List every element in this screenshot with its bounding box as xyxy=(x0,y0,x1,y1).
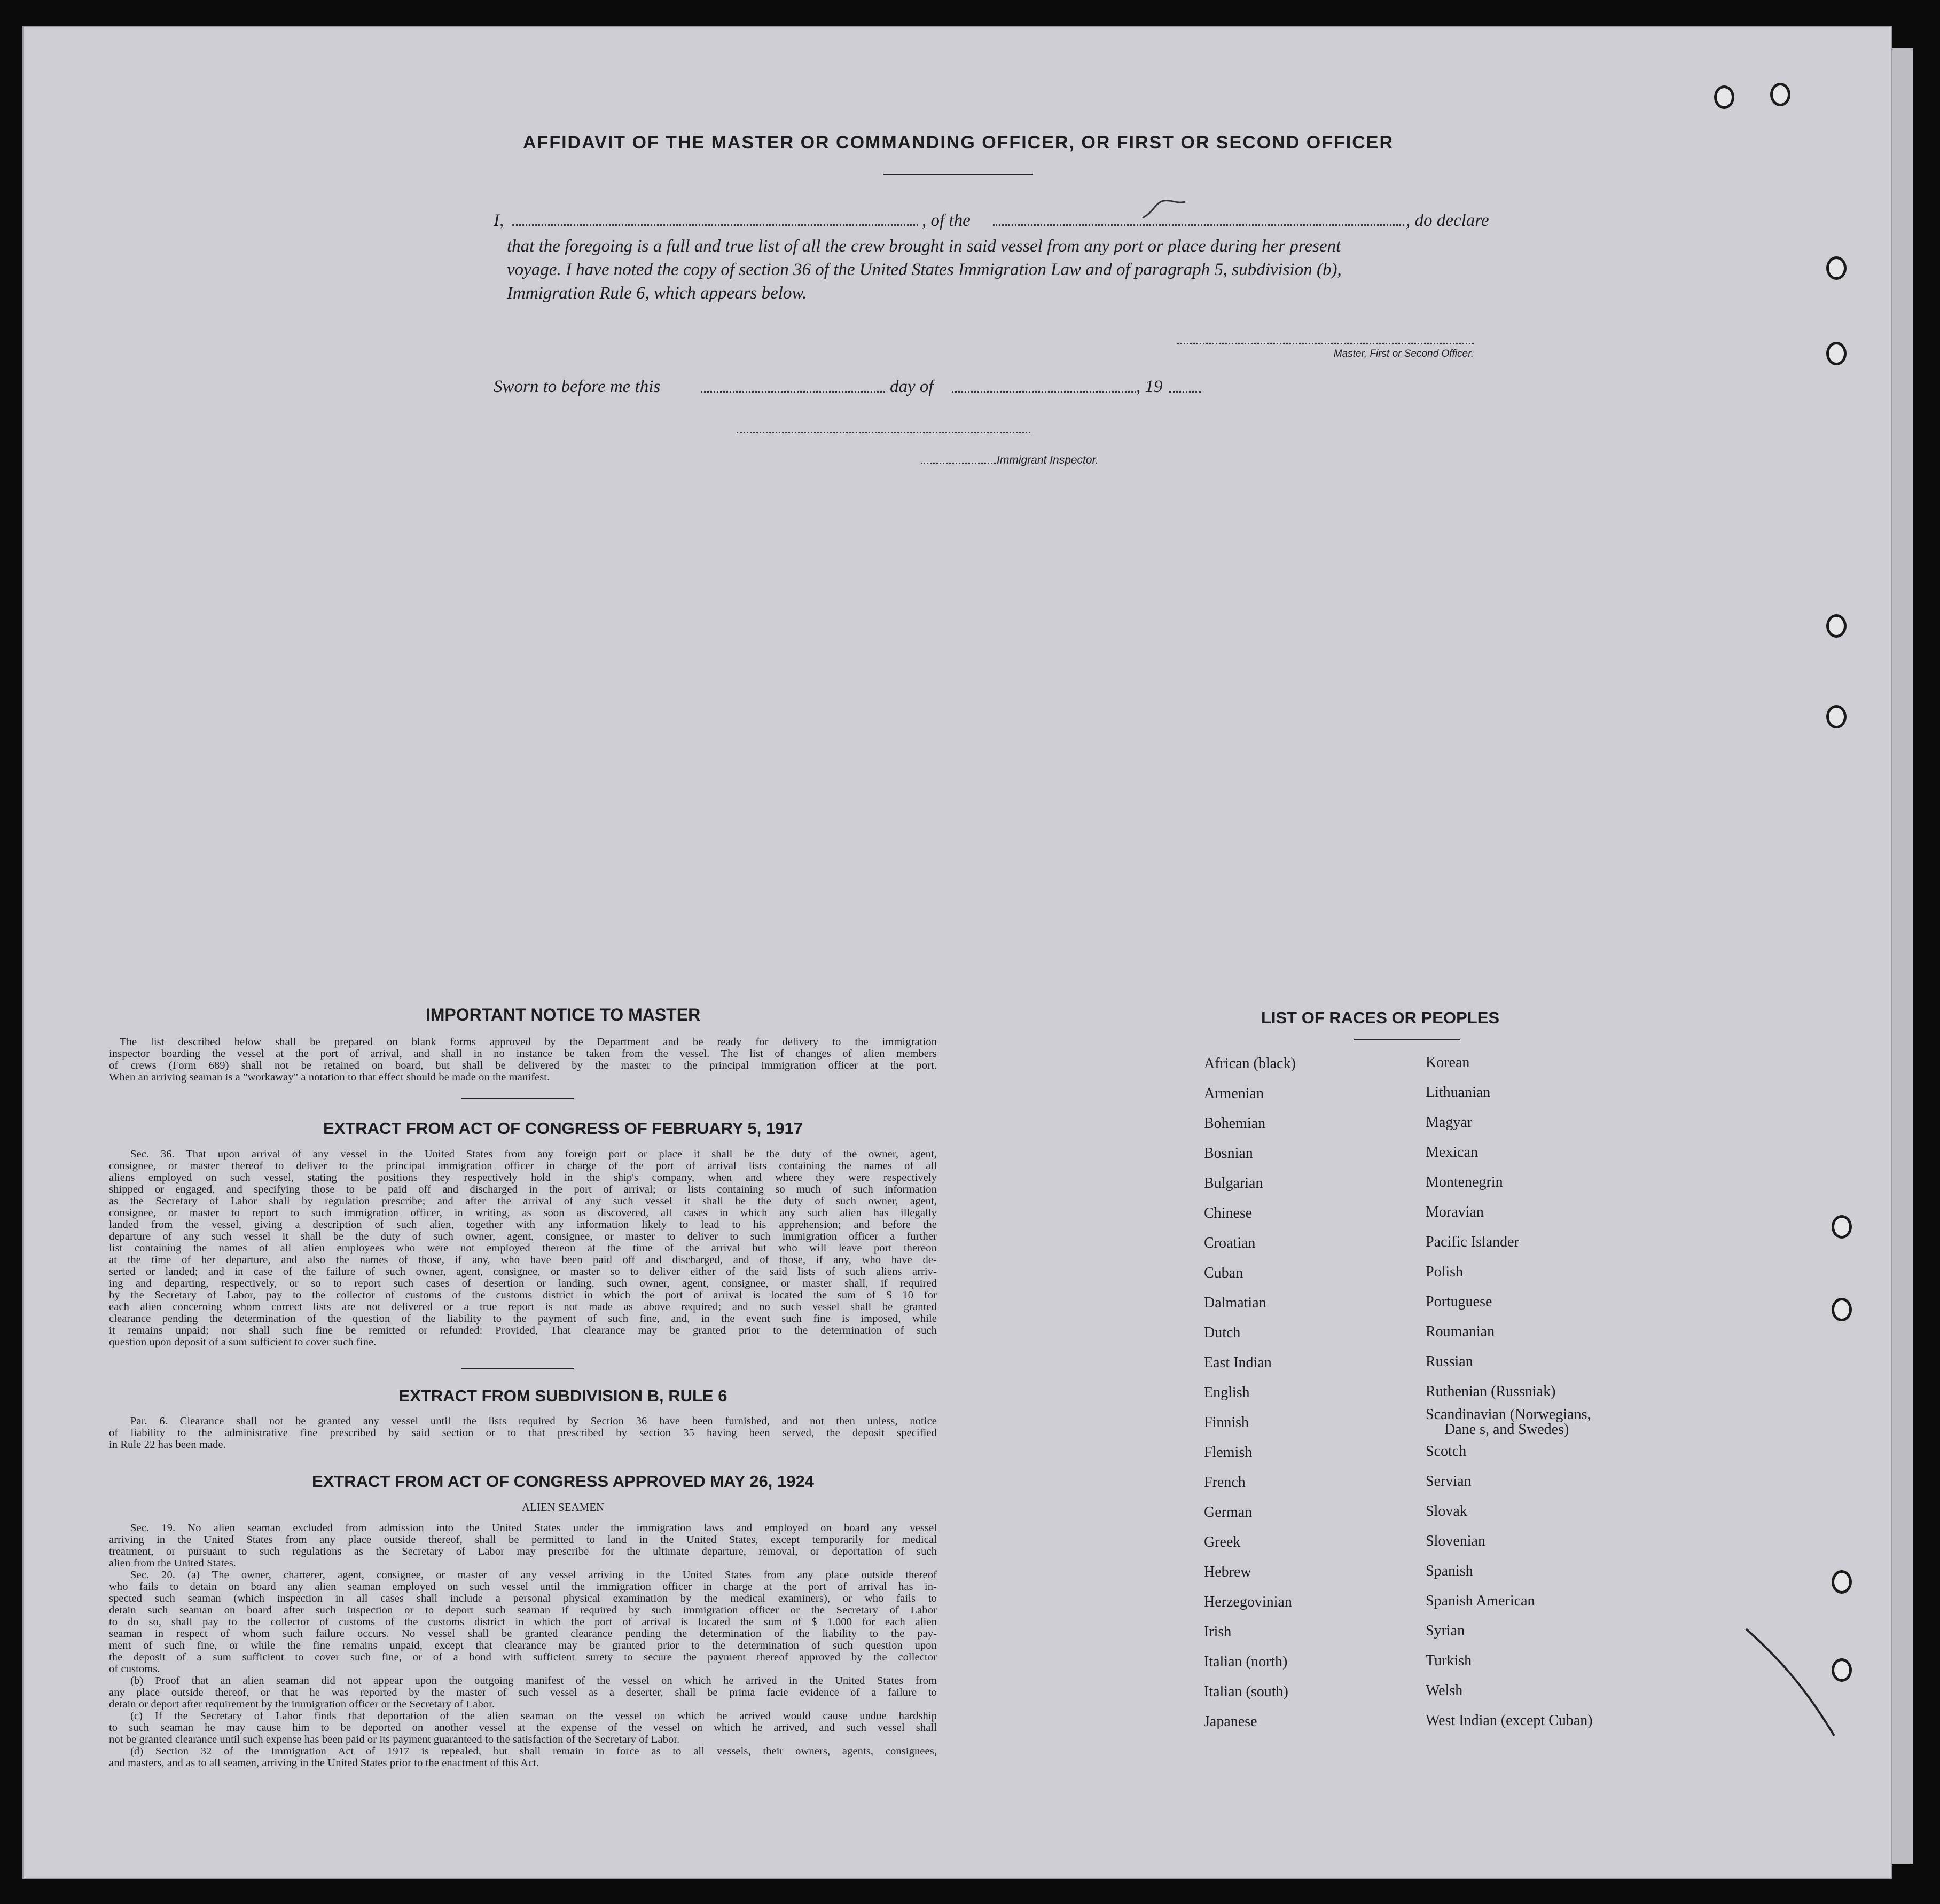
extract-1924-subtitle: ALIEN SEAMEN xyxy=(521,1501,605,1514)
race-left-item: Italian (north) xyxy=(1204,1654,1288,1670)
extract-1924-line: Sec. 20. (a) The owner, charterer, agent, consignee, or master of any vessel arriving in the United States from any place outside thereof xyxy=(130,1569,937,1581)
extract-1917-title: EXTRACT FROM ACT OF CONGRESS OF FEBRUARY 5, 1917 xyxy=(323,1119,803,1138)
race-right-item: Magyar xyxy=(1426,1114,1473,1131)
race-left-item: Irish xyxy=(1204,1624,1232,1640)
race-right-item: Spanish American xyxy=(1426,1593,1535,1609)
race-right-item: Korean xyxy=(1426,1054,1470,1071)
punch-hole-icon xyxy=(1832,1570,1852,1594)
declaration-line: voyage. I have noted the copy of section 36 of the United States Immigration Law and of paragraph 5, subdivision (b), xyxy=(507,260,1342,279)
extract-1924-line: ment of such fine, or while the fine remains unpaid, except that clearance may be granted prior to the determination of such question upon xyxy=(109,1640,937,1651)
extract-1917-line: departure of any such vessel it shall be the duty of such owner, agent, consignee, or master to deliver to such immigration officer a further xyxy=(109,1231,937,1242)
extract-1917-line: at the time of her departure, and also the names of those, if any, who have been paid off and discharged, and of those, if any, who have de- xyxy=(109,1254,937,1266)
vessel-blank[interactable] xyxy=(993,224,1404,226)
race-right-item: Scandinavian (Norwegians, xyxy=(1426,1406,1591,1423)
sworn-prefix: Sworn to before me this xyxy=(494,377,661,396)
extract-1924-line: seaman in respect of whom such failure occurs. No vessel shall be granted clearance pending the determination of the liability to the pay- xyxy=(109,1628,937,1640)
extract-1924-line: and masters, and as to all seamen, arriving in the United States prior to the enactment of this Act. xyxy=(109,1757,539,1769)
race-right-item: Dane s, and Swedes) xyxy=(1444,1421,1569,1438)
race-left-item: Finnish xyxy=(1204,1414,1249,1431)
sworn-day-of: day of xyxy=(890,377,934,396)
extract-1924-line: who fails to detain on board any alien seaman employed on such vessel until the immigration officer in charge at the port of arrival has in- xyxy=(109,1581,937,1593)
declaration-of-the: , of the xyxy=(922,211,971,230)
race-left-item: German xyxy=(1204,1504,1253,1521)
subdivision-b-line: in Rule 22 has been made. xyxy=(109,1439,226,1451)
subdivision-b-body xyxy=(109,1415,937,1451)
race-right-item: Polish xyxy=(1426,1264,1464,1280)
sworn-month-blank[interactable] xyxy=(952,391,1136,393)
handwritten-tick-mark xyxy=(1140,197,1188,223)
notice-body xyxy=(109,1036,937,1083)
extract-1917-line: Sec. 36. That upon arrival of any vessel in the United States from any foreign port or place it shall be the duty of the owner, agent, xyxy=(130,1148,937,1160)
punch-hole-icon xyxy=(1826,614,1847,638)
document-page xyxy=(22,26,1892,1879)
declaration-do-declare: , do declare xyxy=(1406,211,1489,230)
race-right-item: Portuguese xyxy=(1426,1294,1492,1310)
race-right-item: Mexican xyxy=(1426,1144,1478,1161)
extract-1917-line: landed from the vessel, giving a description of such alien, together with any information likely to lead to his apprehension; and before the xyxy=(109,1219,937,1231)
race-right-item: Lithuanian xyxy=(1426,1084,1491,1101)
extract-1917-line: consignee, or master thereof to deliver to the principal immigration officer in charge of the port of arrival lists containing the names of all xyxy=(109,1160,937,1172)
race-left-item: Cuban xyxy=(1204,1265,1243,1281)
punch-hole-icon xyxy=(1826,342,1847,365)
extract-1917-line: as the Secretary of Labor shall by regulation prescribe; and after the arrival of any such vessel it shall be the duty of such owner, agent, xyxy=(109,1195,937,1207)
race-left-item: Bosnian xyxy=(1204,1145,1253,1162)
extract-1924-line: (c) If the Secretary of Labor finds that deportation of the alien seaman on the vessel on which he arrived would cause undue hardship xyxy=(130,1710,937,1722)
extract-1917-line: it remains unpaid; nor shall such fine be remitted or refunded: Provided, That clearance may be granted prior to the determination of such xyxy=(109,1325,937,1336)
race-right-item: Montenegrin xyxy=(1426,1174,1503,1190)
extract-1924-line: (b) Proof that an alien seaman did not appear upon the outgoing manifest of the vessel on which he arrived in the United States from xyxy=(130,1675,937,1687)
subdivision-b-line: Par. 6. Clearance shall not be granted any vessel until the lists required by Section 36 have been furnished, and not then unless, notice xyxy=(130,1415,937,1427)
race-right-item: Russian xyxy=(1426,1353,1473,1370)
extract-1917-line: each alien concerning whom correct lists are not delivered or a true report is not made as above required; and no such vessel shall be granted xyxy=(109,1301,937,1313)
inspector-prefix-blank xyxy=(921,463,996,464)
pen-stroke-mark xyxy=(1743,1618,1850,1746)
extract-1924-title: EXTRACT FROM ACT OF CONGRESS APPROVED MAY 26, 1924 xyxy=(312,1472,814,1491)
race-right-item: Welsh xyxy=(1426,1682,1463,1699)
extract-1917-line: aliens employed on such vessel, stating the positions they respectively hold in the ship's company, when and where they were respectively xyxy=(109,1172,937,1184)
title-underline xyxy=(883,174,1033,175)
subdivision-b-title: EXTRACT FROM SUBDIVISION B, RULE 6 xyxy=(398,1386,728,1405)
extract-1924-line: alien from the United States. xyxy=(109,1557,237,1569)
race-left-item: French xyxy=(1204,1474,1246,1491)
race-right-item: Roumanian xyxy=(1426,1323,1495,1340)
races-title: LIST OF RACES OR PEOPLES xyxy=(1261,1008,1500,1027)
notice-line: When an arriving seaman is a "workaway" a notation to that effect should be made on the manifest. xyxy=(109,1071,550,1083)
sworn-year-blank[interactable] xyxy=(1169,391,1201,393)
race-right-item: Spanish xyxy=(1426,1563,1473,1579)
master-signature-blank[interactable] xyxy=(1177,343,1474,344)
race-left-item: African (black) xyxy=(1204,1055,1296,1072)
race-right-item: Ruthenian (Russniak) xyxy=(1426,1383,1556,1400)
race-left-item: Japanese xyxy=(1204,1713,1257,1730)
race-left-item: Croatian xyxy=(1204,1235,1256,1251)
race-right-item: Servian xyxy=(1426,1473,1472,1490)
punch-hole-icon xyxy=(1826,256,1847,280)
extract-1924-line: Sec. 19. No alien seaman excluded from admission into the United States under the immigration laws and employed on board any vessel xyxy=(130,1522,937,1534)
race-right-item: Scotch xyxy=(1426,1443,1467,1460)
race-left-item: Dutch xyxy=(1204,1325,1241,1341)
extract-1924-body xyxy=(109,1522,937,1769)
extract-1924-line: not be granted clearance until such expense has been paid or its payment guaranteed to the satisfaction of the Secretary of Labor. xyxy=(109,1734,680,1745)
declaration-line: that the foregoing is a full and true list of all the crew brought in said vessel from any port or place during her present xyxy=(507,237,1341,256)
race-right-item: West Indian (except Cuban) xyxy=(1426,1712,1593,1729)
race-left-item: Italian (south) xyxy=(1204,1683,1288,1700)
affidavit-title: AFFIDAVIT OF THE MASTER OR COMMANDING OFFICER, OR FIRST OR SECOND OFFICER xyxy=(523,132,1394,153)
extract-1917-line: by the Secretary of Labor, pay to the collector of customs of the customs district in which the port of arrival is located the sum of $ 10 for xyxy=(109,1289,937,1301)
extract-1924-line: (d) Section 32 of the Immigration Act of 1917 is repealed, but shall remain in force as to all vessels, their owners, agents, consignees, xyxy=(130,1745,937,1757)
extract-1917-body xyxy=(109,1148,937,1348)
extract-1924-line: treatment, or pursuant to such regulations as the Secretary of Labor may prescribe for the ultimate departure, removal, or deportation of such xyxy=(109,1546,937,1557)
race-left-item: Flemish xyxy=(1204,1444,1253,1461)
race-right-item: Slovak xyxy=(1426,1503,1467,1519)
extract-1917-line: question upon deposit of a sum sufficient to cover such fine. xyxy=(109,1336,377,1348)
race-right-item: Turkish xyxy=(1426,1652,1472,1669)
extract-1924-line: detain or deport after requirement by the immigration officer or the Secretary of Labor. xyxy=(109,1698,495,1710)
punch-hole-icon xyxy=(1832,1215,1852,1239)
race-right-item: Moravian xyxy=(1426,1204,1484,1220)
inspector-signature-blank[interactable] xyxy=(737,432,1030,433)
extract-1924-line: to such seaman he may cause him to be deported on another vessel at the expense of the vessel on which he arrived, and such vessel shall xyxy=(109,1722,937,1734)
declaration-line: Immigration Rule 6, which appears below. xyxy=(507,284,807,303)
punch-hole-icon xyxy=(1770,83,1790,106)
race-left-item: Dalmatian xyxy=(1204,1295,1266,1311)
race-left-item: Bohemian xyxy=(1204,1115,1266,1132)
extract-1924-line: the deposit of a sum sufficient to cover such fine, or of a bond with sufficient surety to secure the payment thereof approved by the collector xyxy=(109,1651,937,1663)
extract-1924-line: arriving in the United States from any place outside thereof, shall be permitted to land in the United States, except temporarily for medical xyxy=(109,1534,937,1546)
race-right-item: Pacific Islander xyxy=(1426,1234,1519,1250)
race-left-item: Herzegovinian xyxy=(1204,1594,1292,1610)
punch-hole-icon xyxy=(1832,1298,1852,1321)
punch-hole-icon xyxy=(1826,705,1847,728)
extract-1924-line: to do so, shall pay to the collector of customs of the customs district in which the port of arrival is located the sum of $ 1.000 for each alien xyxy=(109,1616,937,1628)
extract-1917-line: serted or landed; and in case of the failure of such owner, agent, consignee, or master so to deliver either of the said lists of such aliens arriv- xyxy=(109,1266,937,1278)
race-left-item: Hebrew xyxy=(1204,1564,1251,1580)
race-left-item: Chinese xyxy=(1204,1205,1253,1221)
race-left-item: Bulgarian xyxy=(1204,1175,1263,1192)
notice-title: IMPORTANT NOTICE TO MASTER xyxy=(425,1005,701,1024)
subdivision-b-line: of liability to the administrative fine prescribed by said section or to that prescribed by section 35 having been served, the deposit specified xyxy=(109,1427,937,1439)
race-left-item: English xyxy=(1204,1384,1250,1401)
extract-1924-line: detain such seaman on board after such inspection or to deport such seaman if required by such immigration officer or the Secretary of Labor xyxy=(109,1604,937,1616)
extract-1917-line: list containing the names of all alien employees who were not employed thereon at the time of the arrival but who will leave port thereon xyxy=(109,1242,937,1254)
name-blank[interactable] xyxy=(512,224,918,226)
race-left-item: Greek xyxy=(1204,1534,1241,1550)
declaration-i: I, xyxy=(494,211,504,230)
extract-1917-line: clearance pending the determination of the question of the liability to the payment of such fine, and, in the event such fine is imposed, while xyxy=(109,1313,937,1325)
section-divider xyxy=(461,1368,574,1369)
race-right-item: Syrian xyxy=(1426,1623,1465,1639)
races-title-underline xyxy=(1354,1039,1460,1040)
inspector-caption: Immigrant Inspector. xyxy=(997,454,1099,466)
master-signature-caption: Master, First or Second Officer. xyxy=(1333,348,1474,359)
race-left-item: East Indian xyxy=(1204,1354,1272,1371)
extract-1917-line: ing and departing, respectively, or so to report such cases of desertion or landing, such owner, agent, consignee, or master shall, if required xyxy=(109,1278,937,1289)
extract-1924-line: any place outside thereof, or that he was reported by the master of such vessel as a deserter, shall be prima facie evidence of a failure to xyxy=(109,1687,937,1698)
extract-1924-line: of customs. xyxy=(109,1663,160,1675)
punch-hole-icon xyxy=(1714,85,1734,109)
race-right-item: Slovenian xyxy=(1426,1533,1485,1549)
notice-line: The list described below shall be prepared on blank forms approved by the Department and be ready for delivery to the immigration xyxy=(120,1036,937,1048)
section-divider xyxy=(461,1098,574,1099)
notice-line: of crews (Form 689) shall not be retained on board, but shall be delivered by the master to the principal immigration officer at the port. xyxy=(109,1060,937,1071)
extract-1924-line: spected such seaman (which inspection in all cases shall include a personal physical examination by the medical examiners), or who fails to xyxy=(109,1593,937,1604)
extract-1917-line: consignee, or master to report to such immigration officer, in writing, as soon as discovered, all cases in which any such alien has illegally xyxy=(109,1207,937,1219)
sworn-day-blank[interactable] xyxy=(701,391,885,393)
extract-1917-line: shipped or engaged, and specifying those to be paid off and discharged in the port of arrival; or lists containing so much of such information xyxy=(109,1184,937,1195)
sworn-year: , 19 xyxy=(1136,377,1163,396)
race-left-item: Armenian xyxy=(1204,1085,1264,1102)
notice-line: inspector boarding the vessel at the port of arrival, and shall in no instance be taken from the vessel. The list of changes of alien members xyxy=(109,1048,937,1060)
